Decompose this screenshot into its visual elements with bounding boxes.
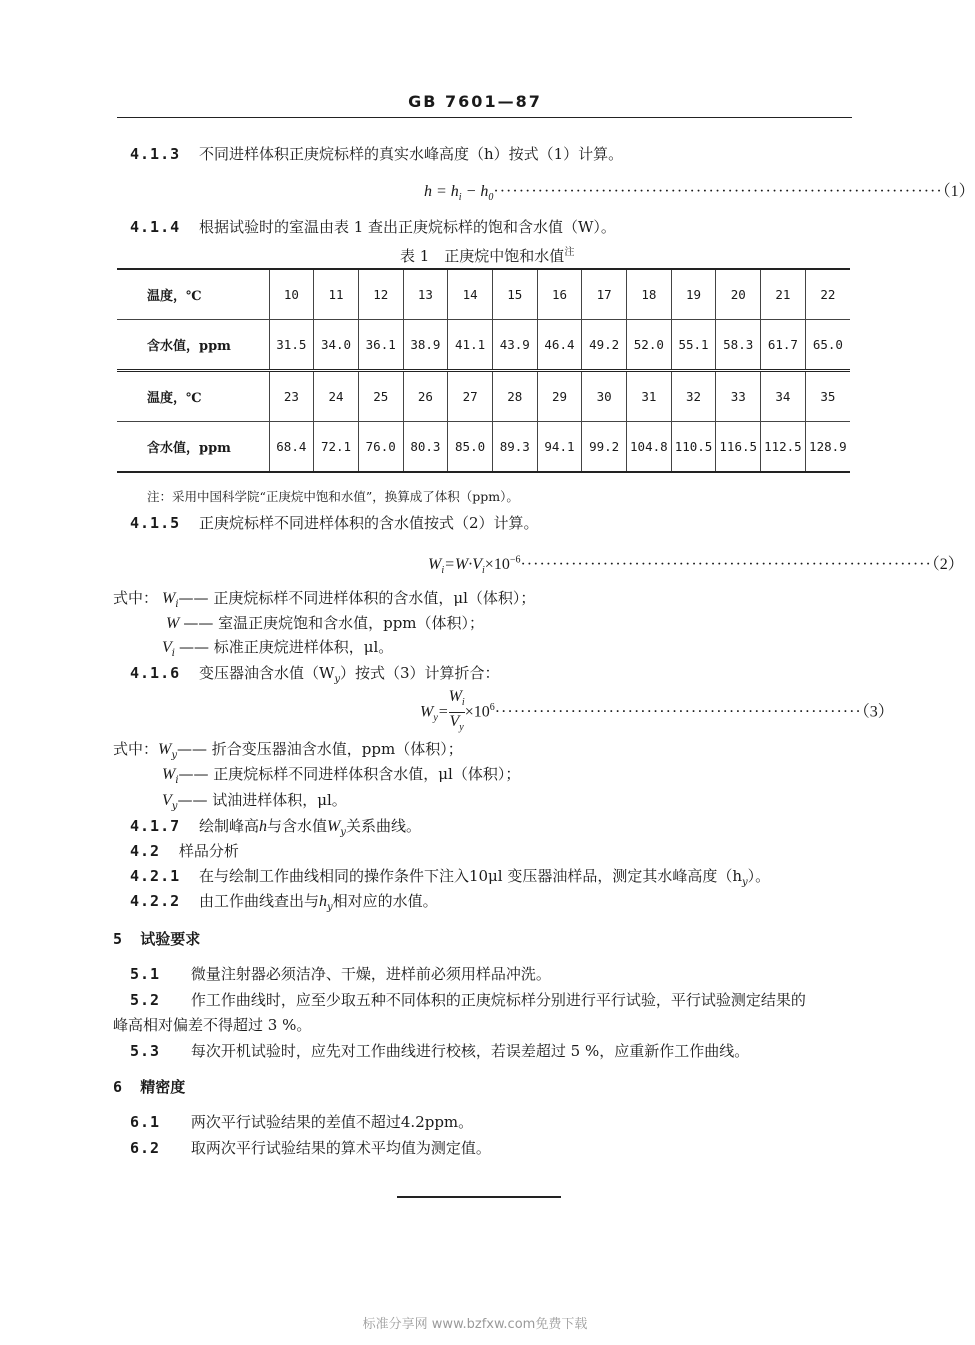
clause-text: 取两次平行试验结果的算术平均值为测定值。 xyxy=(190,1139,491,1157)
clause-4-1-7 xyxy=(130,815,421,838)
table-cell: 80.3 xyxy=(403,422,448,473)
table-cell: 10 xyxy=(269,269,314,320)
clause-4-2-1 xyxy=(130,865,770,888)
table-cell: 23 xyxy=(269,371,314,422)
table-cell: 55.1 xyxy=(671,320,716,371)
eq3-fraction xyxy=(449,688,465,737)
table-row xyxy=(117,320,850,371)
standard-number-header: GB 7601—87 xyxy=(408,92,542,111)
clause-5-3 xyxy=(130,1040,749,1061)
clause-6-1 xyxy=(130,1111,473,1132)
clause-4-2-2 xyxy=(130,890,438,913)
clause-number: 4.2.2 xyxy=(130,892,181,910)
clause-number: 6.2 xyxy=(130,1139,161,1157)
clause-text: 不同进样体积正庚烷标样的真实水峰高度（h）按式（1）计算。 xyxy=(198,145,624,163)
where-list-2-item xyxy=(162,763,520,786)
clause-4-1-4 xyxy=(130,216,616,237)
table-cell: 31.5 xyxy=(269,320,314,371)
clause-number: 4.2 xyxy=(130,842,161,860)
clause-number: 5.2 xyxy=(130,991,161,1009)
end-rule xyxy=(397,1196,561,1198)
table-cell: 43.9 xyxy=(492,320,537,371)
where-symbol: V xyxy=(162,639,172,656)
clause-text-b: 相对应的水值。 xyxy=(332,892,438,910)
where-symbol: W xyxy=(166,615,180,632)
table-row xyxy=(117,371,850,422)
equation-1: $h = h_i - h_0\cdot\cdot\cdot\cdot\cdot\cdot\cdot\cdot\cdot\cdot\cdot\cdot\cdot\cdot\cdot\cdot\cdot\cdot\cdot\cdot\cdot\cdot\cdot\cdot\cdot\cdot\cdot\cdot\cdot\cdot\cdot\cdot\cdot\cdot\cdot\cdot\cdot\cdot\cdot\cdot\cdot\cdot\cdot\cdot\cdot\cdot\cdot\cdot\cdot\cdot\cdot\cdot\cdot\cdot\cdot\cdot\cdot\cdot\cdot\cdot\cdot\cdot\cdot\cdot\cdot\cdot\cdot\cdot\cdot\cdot\cdot(1)$ xyxy=(424,183,975,204)
table-cell: 99.2 xyxy=(582,422,627,473)
eq3-leader-dots: ·························································· xyxy=(494,703,862,721)
section-5-heading xyxy=(113,928,200,949)
eq2-mid: =W·V xyxy=(444,556,483,573)
table-cell: 22 xyxy=(805,269,850,320)
clause-text-end: ）按式（3）计算折合： xyxy=(340,664,500,682)
table-cell: 85.0 xyxy=(448,422,493,473)
clause-number: 4.1.6 xyxy=(130,664,181,682)
eq1-lhs: h xyxy=(424,183,432,200)
clause-text-a: 由工作曲线查出与 xyxy=(198,892,319,910)
clause-symbol-h: h xyxy=(258,818,267,835)
table-cell: 21 xyxy=(761,269,806,320)
eq2-label: （2） xyxy=(931,556,964,573)
section-title: 精密度 xyxy=(140,1078,186,1096)
table-cell: 58.3 xyxy=(716,320,761,371)
where-description: —— 正庚烷标样不同进样体积含水值，μl（体积）； xyxy=(178,765,521,783)
header-rule xyxy=(117,117,852,118)
eq1-rhs: h xyxy=(450,183,459,200)
where-symbol-sub: y xyxy=(171,801,178,812)
clause-number: 6.1 xyxy=(130,1113,161,1131)
table-cell: 26 xyxy=(403,371,448,422)
where-symbol: W xyxy=(162,766,176,783)
eq3-times: ×10 xyxy=(464,703,490,721)
table-cell: 34 xyxy=(761,371,806,422)
eq1-leader-dots: ······································································· xyxy=(493,183,943,200)
clause-5-1 xyxy=(130,963,551,984)
eq2-mid-sub: i xyxy=(482,565,485,577)
section-number: 6 xyxy=(113,1078,124,1096)
table-cell: 76.0 xyxy=(358,422,403,473)
equation-2 xyxy=(428,551,964,576)
clause-symbol-w: W xyxy=(326,818,341,835)
table-cell: 24 xyxy=(314,371,359,422)
where-description: —— 折合变压器油含水值，ppm（体积）； xyxy=(177,740,463,758)
clause-number: 4.1.4 xyxy=(130,218,181,236)
table-cell: 14 xyxy=(448,269,493,320)
clause-symbol: h xyxy=(318,893,327,910)
clause-text: 两次平行试验结果的差值不超过4.2ppm。 xyxy=(190,1113,474,1131)
where-description: —— 试油进样体积，μl。 xyxy=(177,791,347,809)
table-cell: 12 xyxy=(358,269,403,320)
clause-4-1-6 xyxy=(130,662,500,685)
where-prefix: 式中： xyxy=(113,589,159,607)
table-cell: 13 xyxy=(403,269,448,320)
section-number: 5 xyxy=(113,930,124,948)
table-cell: 16 xyxy=(537,269,582,320)
table-footnote: 注：采用中国科学院“正庚烷中饱和水值”，换算成了体积（ppm）。 xyxy=(147,489,519,504)
table-cell: 11 xyxy=(314,269,359,320)
eq2-lhs-sub: i xyxy=(441,565,445,577)
clause-5-2 xyxy=(130,989,806,1010)
clause-text-sub: y xyxy=(334,674,341,685)
clause-text: 样品分析 xyxy=(178,842,239,860)
watermark: 标准分享网 www.bzfxw.com免费下载 xyxy=(362,1317,588,1332)
table-cell: 49.2 xyxy=(582,320,627,371)
clause-text: 变压器油含水值（W xyxy=(198,664,335,682)
where-symbol-sub: i xyxy=(175,775,179,786)
where-symbol: W xyxy=(162,590,176,607)
table-cell: 52.0 xyxy=(627,320,672,371)
eq3-lhs: W xyxy=(420,703,434,721)
table-cell: 112.5 xyxy=(761,422,806,473)
where-description: —— 室温正庚烷饱和含水值，ppm（体积）； xyxy=(183,614,485,632)
where-list-2-item xyxy=(162,789,347,812)
eq1-rhs-sub: i xyxy=(458,192,462,204)
eq3-num-sub: i xyxy=(461,697,465,709)
eq3-exponent: 6 xyxy=(489,702,495,714)
table-cell: 35 xyxy=(805,371,850,422)
clause-number: 4.1.5 xyxy=(130,514,181,532)
clause-4-1-3 xyxy=(130,143,623,164)
clause-number: 4.1.3 xyxy=(130,145,181,163)
eq3-num-sym: W xyxy=(448,688,462,705)
eq3-den-sym: V xyxy=(449,713,460,731)
clause-text-a: 绘制峰高 xyxy=(198,817,259,835)
where-list-1-item xyxy=(162,636,393,659)
table-cell: 17 xyxy=(582,269,627,320)
table-cell: 41.1 xyxy=(448,320,493,371)
table-cell: 25 xyxy=(358,371,403,422)
table-cell: 19 xyxy=(671,269,716,320)
where-symbol-sub: y xyxy=(171,750,177,761)
saturation-water-table xyxy=(117,268,850,473)
clause-text-sub: y xyxy=(742,877,748,888)
eq1-label: （1） xyxy=(942,183,975,200)
section-title: 试验要求 xyxy=(140,930,201,948)
table-cell: 110.5 xyxy=(671,422,716,473)
table-cell: 27 xyxy=(448,371,493,422)
clause-text: 在与绘制工作曲线相同的操作条件下注入10μl 变压器油样品，测定其水峰高度（h xyxy=(198,867,743,885)
row-header: 温度，℃ xyxy=(117,269,269,320)
eq3-denominator xyxy=(449,712,465,737)
clause-number: 4.1.7 xyxy=(130,817,181,835)
table-row xyxy=(117,269,850,320)
row-header: 含水值，ppm xyxy=(117,320,269,371)
eq3-numerator xyxy=(449,688,465,712)
clause-6-2 xyxy=(130,1137,491,1158)
table-cell: 33 xyxy=(716,371,761,422)
eq1-minus-sub: 0 xyxy=(488,192,494,204)
row-header: 温度，℃ xyxy=(117,371,269,422)
table-cell: 29 xyxy=(537,371,582,422)
eq3-label: （3） xyxy=(861,703,894,721)
table-caption-note-mark: 注 xyxy=(564,247,575,258)
eq2-leader-dots: ································································· xyxy=(520,556,932,573)
clause-symbol-sub: y xyxy=(326,902,333,913)
table-caption xyxy=(400,243,574,266)
eq1-minus: h xyxy=(480,183,489,200)
clause-text-end: ）。 xyxy=(747,867,771,885)
table-cell: 38.9 xyxy=(403,320,448,371)
row-header: 含水值，ppm xyxy=(117,422,269,473)
table-caption-text: 表 1 正庚烷中饱和水值 xyxy=(400,247,565,265)
clause-text: 根据试验时的室温由表 1 查出正庚烷标样的饱和含水值（W）。 xyxy=(198,218,616,236)
clause-text: 正庚烷标样不同进样体积的含水值按式（2）计算。 xyxy=(198,514,539,532)
table-cell: 94.1 xyxy=(537,422,582,473)
eq2-exponent: −6 xyxy=(509,554,521,566)
equation-3: $W_y=$ $\frac{W_i}{V_y}$ $\times 10^6\cdot\cdot\cdot\cdot\cdot\cdot\cdot\cdot\cdot\cdot\cdot\cdot\cdot\cdot\cdot\cdot\cdot\cdot\cdot\cdot\cdot\cdot\cdot\cdot\cdot\cdot\cdot\cdot\cdot\cdot\cdot\cdot\cdot\cdot\cdot\cdot\cdot\cdot\cdot\cdot\cdot\cdot\cdot\cdot\cdot\cdot\cdot\cdot\cdot\cdot\cdot\cdot\cdot\cdot\cdot\cdot\cdot\cdot(3)$ xyxy=(420,688,894,737)
table-cell: 28 xyxy=(492,371,537,422)
table-cell: 72.1 xyxy=(314,422,359,473)
clause-4-1-5 xyxy=(130,512,538,533)
table-cell: 116.5 xyxy=(716,422,761,473)
table-cell: 128.9 xyxy=(805,422,850,473)
table-cell: 30 xyxy=(582,371,627,422)
table-cell: 18 xyxy=(627,269,672,320)
where-description: —— 正庚烷标样不同进样体积的含水值，μl（体积）； xyxy=(178,589,536,607)
where-symbol-sub: i xyxy=(171,648,175,659)
clause-number: 5.1 xyxy=(130,965,161,983)
table-cell: 68.4 xyxy=(269,422,314,473)
clause-number: 4.2.1 xyxy=(130,867,181,885)
clause-text: 每次开机试验时，应先对工作曲线进行校核，若误差超过 5 %，应重新作工作曲线。 xyxy=(190,1042,750,1060)
clause-5-2-continued: 峰高相对偏差不得超过 3 %。 xyxy=(113,1016,312,1034)
section-6-heading xyxy=(113,1076,185,1097)
clause-text: 微量注射器必须洁净、干燥，进样前必须用样品冲洗。 xyxy=(190,965,551,983)
table-cell: 34.0 xyxy=(314,320,359,371)
table-cell: 46.4 xyxy=(537,320,582,371)
table-cell: 65.0 xyxy=(805,320,850,371)
table-cell: 89.3 xyxy=(492,422,537,473)
table-cell: 36.1 xyxy=(358,320,403,371)
clause-4-2 xyxy=(130,840,239,861)
where-list-2 xyxy=(113,738,463,761)
eq2-lhs: W xyxy=(428,556,442,573)
eq3-den-sub: y xyxy=(459,722,464,734)
table-cell: 104.8 xyxy=(627,422,672,473)
table-cell: 61.7 xyxy=(761,320,806,371)
clause-text-b: 与含水值 xyxy=(266,817,327,835)
clause-symbol-w-sub: y xyxy=(340,827,346,838)
clause-text-c: 关系曲线。 xyxy=(345,817,421,835)
where-list-1-item xyxy=(166,612,484,635)
eq2-times: ×10 xyxy=(484,556,510,573)
where-symbol: W xyxy=(158,741,172,758)
where-prefix: 式中： xyxy=(113,740,159,758)
table-cell: 15 xyxy=(492,269,537,320)
eq3-lhs-sub: y xyxy=(433,712,438,724)
clause-text: 作工作曲线时，应至少取五种不同体积的正庚烷标样分别进行平行试验，平行试验测定结果的 xyxy=(190,991,806,1009)
where-description: —— 标准正庚烷进样体积，μl。 xyxy=(178,638,394,656)
clause-number: 5.3 xyxy=(130,1042,161,1060)
table-cell: 31 xyxy=(627,371,672,422)
table-row xyxy=(117,422,850,473)
where-symbol: V xyxy=(162,792,172,809)
table-cell: 32 xyxy=(671,371,716,422)
where-symbol-sub: i xyxy=(175,599,179,610)
where-list-1 xyxy=(113,587,535,610)
table-cell: 20 xyxy=(716,269,761,320)
